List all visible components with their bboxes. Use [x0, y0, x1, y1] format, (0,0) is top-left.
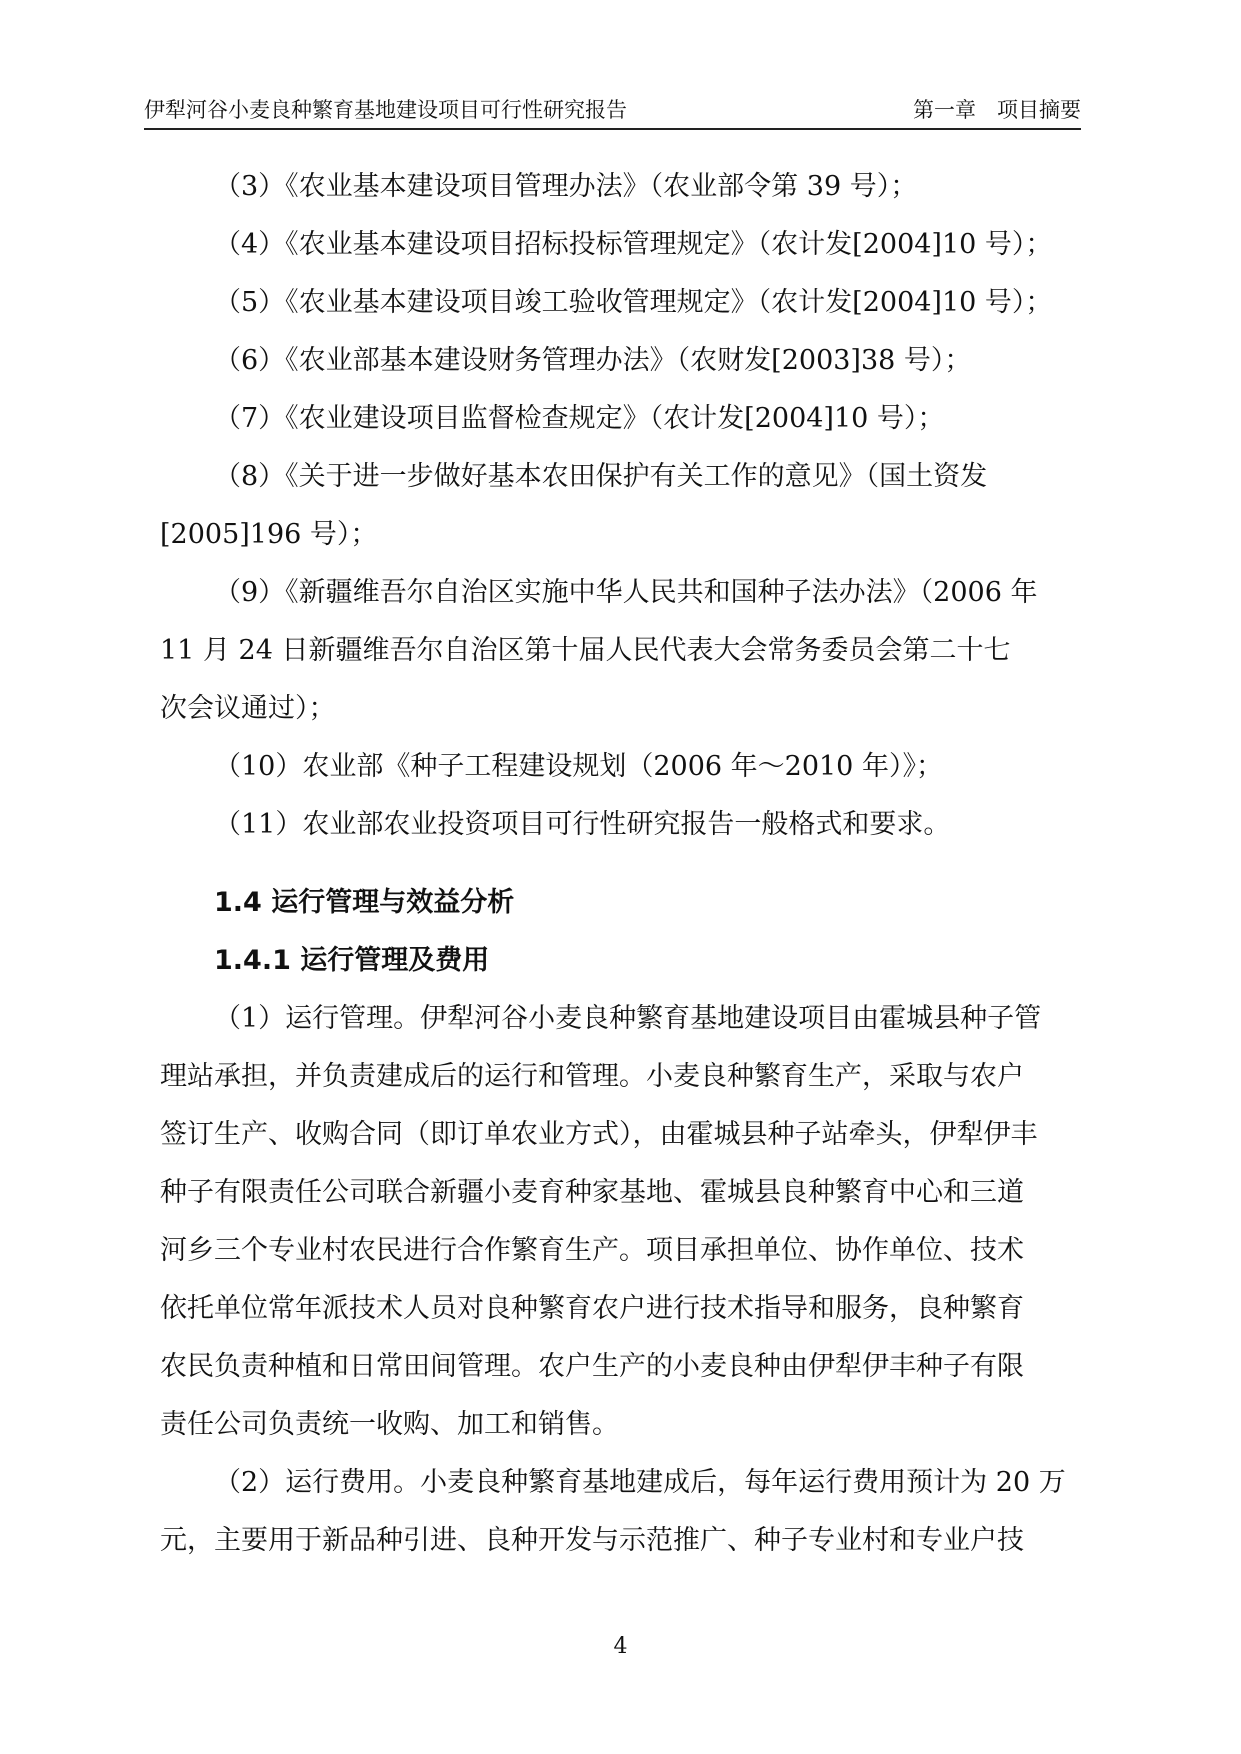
- section-title: 1.4 运行管理与效益分析: [214, 887, 515, 918]
- paragraph-operation-cost: [160, 1454, 1081, 1570]
- list-item-3: （3）《农业基本建设项目管理办法》（农业部令第 39 号）；: [214, 171, 918, 202]
- list-item-4: （4）《农业基本建设项目招标投标管理规定》（农计发[2004]10 号）；: [214, 229, 1053, 260]
- paragraph-line: 农民负责种植和日常田间管理。农户生产的小麦良种由伊犁伊丰种子有限: [160, 1351, 1024, 1382]
- list-item-8-cont: [2005]196 号）；: [160, 519, 378, 550]
- paragraph-line: 签订生产、收购合同（即订单农业方式），由霍城县种子站牵头，伊犁伊丰: [160, 1119, 1038, 1150]
- header-chapter: 第一章 项目摘要: [913, 98, 1081, 122]
- paragraph-line: 元，主要用于新品种引进、良种开发与示范推广、种子专业村和专业户技: [160, 1525, 1024, 1556]
- list-item-11: （11）农业部农业投资项目可行性研究报告一般格式和要求。: [214, 809, 951, 840]
- subsection-title: 1.4.1 运行管理及费用: [214, 945, 490, 976]
- list-item-9-cont-2: 次会议通过）；: [160, 693, 336, 724]
- paragraph-operation-management: [160, 990, 1081, 1454]
- list-item-9-cont-1: 11 月 24 日新疆维吾尔自治区第十届人民代表大会常务委员会第二十七: [160, 635, 1011, 666]
- paragraph-line: （1）运行管理。伊犁河谷小麦良种繁育基地建设项目由霍城县种子管: [214, 1003, 1042, 1034]
- list-item-5: （5）《农业基本建设项目竣工验收管理规定》（农计发[2004]10 号）；: [214, 287, 1053, 318]
- page-header: [144, 84, 1081, 130]
- paragraph-line: 理站承担，并负责建成后的运行和管理。小麦良种繁育生产，采取与农户: [160, 1061, 1024, 1092]
- paragraph-line: 种子有限责任公司联合新疆小麦育种家基地、霍城县良种繁育中心和三道: [160, 1177, 1024, 1208]
- paragraph-line: 河乡三个专业村农民进行合作繁育生产。项目承担单位、协作单位、技术: [160, 1235, 1024, 1266]
- list-item-7: （7）《农业建设项目监督检查规定》（农计发[2004]10 号）；: [214, 403, 945, 434]
- paragraph-line: 责任公司负责统一收购、加工和销售。: [160, 1409, 619, 1440]
- list-item-9: （9）《新疆维吾尔自治区实施中华人民共和国种子法办法》（2006 年: [214, 577, 1038, 608]
- list-item-6: （6）《农业部基本建设财务管理办法》（农财发[2003]38 号）；: [214, 345, 972, 376]
- paragraph-line: （2）运行费用。小麦良种繁育基地建成后，每年运行费用预计为 20 万: [214, 1467, 1066, 1498]
- header-doc-title: 伊犁河谷小麦良种繁育基地建设项目可行性研究报告: [144, 98, 627, 122]
- page-content: [160, 158, 1081, 1570]
- list-item-8: （8）《关于进一步做好基本农田保护有关工作的意见》（国土资发: [214, 461, 988, 492]
- list-item-10: （10）农业部《种子工程建设规划（2006 年～2010 年）》；: [214, 751, 943, 782]
- page-number: 4: [613, 1634, 628, 1659]
- paragraph-line: 依托单位常年派技术人员对良种繁育农户进行技术指导和服务，良种繁育: [160, 1293, 1024, 1324]
